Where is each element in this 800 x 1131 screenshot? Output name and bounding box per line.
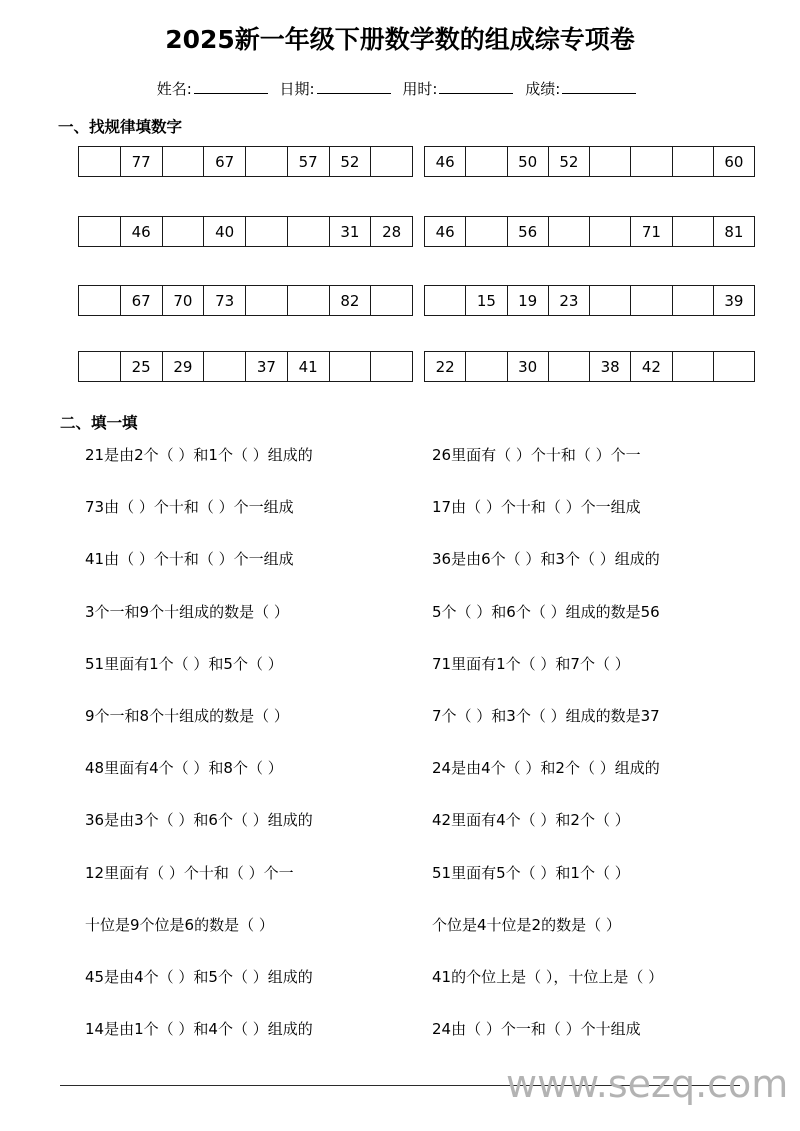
sequence-value-cell: 39 bbox=[713, 286, 754, 316]
sequence-value-cell: 30 bbox=[507, 352, 548, 382]
sequence-value-cell: 46 bbox=[425, 217, 466, 247]
sequence-blank-cell[interactable] bbox=[246, 286, 288, 316]
fill-in-question-left-11[interactable]: 45是由4个（ ）和5个（ ）组成的 bbox=[85, 968, 313, 986]
table-row bbox=[425, 147, 755, 177]
sequence-blank-cell[interactable] bbox=[79, 352, 121, 382]
info-label-time: 用时: bbox=[402, 80, 438, 98]
sequence-blank-cell[interactable] bbox=[548, 217, 589, 247]
sequence-value-cell: 19 bbox=[507, 286, 548, 316]
sequence-value-cell: 52 bbox=[329, 147, 371, 177]
fill-in-question-right-12[interactable]: 24由（ ）个一和（ ）个十组成 bbox=[432, 1020, 641, 1038]
sequence-blank-cell[interactable] bbox=[548, 352, 589, 382]
fill-in-question-right-9[interactable]: 51里面有5个（ ）和1个（ ） bbox=[432, 864, 630, 882]
sequence-blank-cell[interactable] bbox=[371, 352, 413, 382]
sequence-blank-cell[interactable] bbox=[631, 286, 672, 316]
site-watermark: www.sezq.com bbox=[506, 1062, 789, 1106]
number-sequence-table-left-1 bbox=[78, 146, 413, 177]
sequence-value-cell: 70 bbox=[162, 286, 204, 316]
fill-in-question-left-10[interactable]: 十位是9个位是6的数是（ ） bbox=[85, 916, 274, 934]
sequence-blank-cell[interactable] bbox=[162, 147, 204, 177]
fill-in-question-right-2[interactable]: 17由（ ）个十和（ ）个一组成 bbox=[432, 498, 641, 516]
info-label-date: 日期: bbox=[279, 80, 315, 98]
fill-in-question-left-8[interactable]: 36是由3个（ ）和6个（ ）组成的 bbox=[85, 811, 313, 829]
student-info-line bbox=[0, 78, 800, 99]
sequence-blank-cell[interactable] bbox=[246, 147, 288, 177]
fill-in-question-left-4[interactable]: 3个一和9个十组成的数是（ ） bbox=[85, 603, 289, 621]
info-field-date bbox=[280, 80, 403, 98]
table-row bbox=[79, 286, 413, 316]
sequence-blank-cell[interactable] bbox=[425, 286, 466, 316]
fill-in-question-left-2[interactable]: 73由（ ）个十和（ ）个一组成 bbox=[85, 498, 294, 516]
fill-in-question-left-7[interactable]: 48里面有4个（ ）和8个（ ） bbox=[85, 759, 283, 777]
table-row bbox=[425, 286, 755, 316]
sequence-value-cell: 46 bbox=[120, 217, 162, 247]
fill-in-question-left-12[interactable]: 14是由1个（ ）和4个（ ）组成的 bbox=[85, 1020, 313, 1038]
sequence-blank-cell[interactable] bbox=[79, 286, 121, 316]
sequence-value-cell: 42 bbox=[631, 352, 672, 382]
sequence-blank-cell[interactable] bbox=[204, 352, 246, 382]
fill-in-question-left-9[interactable]: 12里面有（ ）个十和（ ）个一 bbox=[85, 864, 294, 882]
number-sequence-table-right-3 bbox=[424, 285, 755, 316]
number-sequence-table-left-3 bbox=[78, 285, 413, 316]
sequence-value-cell: 57 bbox=[287, 147, 329, 177]
fill-in-question-left-5[interactable]: 51里面有1个（ ）和5个（ ） bbox=[85, 655, 283, 673]
number-sequence-table-left-2 bbox=[78, 216, 413, 247]
sequence-blank-cell[interactable] bbox=[672, 217, 713, 247]
sequence-value-cell: 67 bbox=[120, 286, 162, 316]
section-heading-patterns: 一、找规律填数字 bbox=[58, 118, 183, 136]
sequence-value-cell: 38 bbox=[590, 352, 631, 382]
number-sequence-table-right-2 bbox=[424, 216, 755, 247]
sequence-value-cell: 29 bbox=[162, 352, 204, 382]
fill-in-question-left-6[interactable]: 9个一和8个十组成的数是（ ） bbox=[85, 707, 289, 725]
sequence-blank-cell[interactable] bbox=[162, 217, 204, 247]
sequence-value-cell: 73 bbox=[204, 286, 246, 316]
sequence-value-cell: 15 bbox=[466, 286, 507, 316]
sequence-blank-cell[interactable] bbox=[672, 286, 713, 316]
sequence-value-cell: 50 bbox=[507, 147, 548, 177]
sequence-blank-cell[interactable] bbox=[590, 217, 631, 247]
table-row bbox=[425, 217, 755, 247]
sequence-blank-cell[interactable] bbox=[590, 286, 631, 316]
sequence-blank-cell[interactable] bbox=[672, 352, 713, 382]
sequence-value-cell: 37 bbox=[246, 352, 288, 382]
sequence-blank-cell[interactable] bbox=[287, 217, 329, 247]
fill-in-question-left-1[interactable]: 21是由2个（ ）和1个（ ）组成的 bbox=[85, 446, 313, 464]
sequence-value-cell: 82 bbox=[329, 286, 371, 316]
table-row bbox=[79, 352, 413, 382]
info-blank-name[interactable] bbox=[194, 79, 268, 94]
fill-in-question-right-5[interactable]: 71里面有1个（ ）和7个（ ） bbox=[432, 655, 630, 673]
sequence-value-cell: 46 bbox=[425, 147, 466, 177]
sequence-blank-cell[interactable] bbox=[466, 147, 507, 177]
sequence-blank-cell[interactable] bbox=[590, 147, 631, 177]
sequence-value-cell: 22 bbox=[425, 352, 466, 382]
sequence-blank-cell[interactable] bbox=[371, 286, 413, 316]
sequence-value-cell: 56 bbox=[507, 217, 548, 247]
sequence-blank-cell[interactable] bbox=[79, 147, 121, 177]
sequence-blank-cell[interactable] bbox=[466, 352, 507, 382]
fill-in-question-right-4[interactable]: 5个（ ）和6个（ ）组成的数是56 bbox=[432, 603, 660, 621]
sequence-value-cell: 67 bbox=[204, 147, 246, 177]
fill-in-question-right-3[interactable]: 36是由6个（ ）和3个（ ）组成的 bbox=[432, 550, 660, 568]
sequence-blank-cell[interactable] bbox=[713, 352, 754, 382]
sequence-value-cell: 31 bbox=[329, 217, 371, 247]
table-row bbox=[79, 147, 413, 177]
info-blank-score[interactable] bbox=[562, 79, 636, 94]
sequence-value-cell: 41 bbox=[287, 352, 329, 382]
fill-in-question-right-8[interactable]: 42里面有4个（ ）和2个（ ） bbox=[432, 811, 630, 829]
fill-in-question-right-10[interactable]: 个位是4十位是2的数是（ ） bbox=[432, 916, 621, 934]
page-title: 2025新一年级下册数学数的组成综专项卷 bbox=[165, 25, 635, 54]
sequence-blank-cell[interactable] bbox=[672, 147, 713, 177]
table-row bbox=[79, 217, 413, 247]
number-sequence-table-right-4 bbox=[424, 351, 755, 382]
sequence-value-cell: 77 bbox=[120, 147, 162, 177]
fill-in-question-right-1[interactable]: 26里面有（ ）个十和（ ）个一 bbox=[432, 446, 641, 464]
fill-in-question-left-3[interactable]: 41由（ ）个十和（ ）个一组成 bbox=[85, 550, 294, 568]
info-label-name: 姓名: bbox=[156, 80, 192, 98]
sequence-value-cell: 52 bbox=[548, 147, 589, 177]
sequence-blank-cell[interactable] bbox=[79, 217, 121, 247]
sequence-blank-cell[interactable] bbox=[631, 147, 672, 177]
info-field-name bbox=[157, 80, 280, 98]
fill-in-question-right-6[interactable]: 7个（ ）和3个（ ）组成的数是37 bbox=[432, 707, 660, 725]
sequence-value-cell: 28 bbox=[371, 217, 413, 247]
sequence-value-cell: 40 bbox=[204, 217, 246, 247]
sequence-blank-cell[interactable] bbox=[329, 352, 371, 382]
sequence-value-cell: 60 bbox=[713, 147, 754, 177]
section-heading-fill-in: 二、填一填 bbox=[60, 414, 138, 432]
info-field-score bbox=[525, 80, 643, 98]
info-blank-time[interactable] bbox=[439, 79, 513, 94]
sequence-blank-cell[interactable] bbox=[246, 217, 288, 247]
info-field-time bbox=[402, 80, 525, 98]
sequence-blank-cell[interactable] bbox=[371, 147, 413, 177]
sequence-value-cell: 23 bbox=[548, 286, 589, 316]
number-sequence-table-right-1 bbox=[424, 146, 755, 177]
number-sequence-table-left-4 bbox=[78, 351, 413, 382]
fill-in-question-right-11[interactable]: 41的个位上是（ ），十位上是（ ） bbox=[432, 968, 664, 986]
sequence-value-cell: 25 bbox=[120, 352, 162, 382]
info-label-score: 成绩: bbox=[525, 80, 561, 98]
fill-in-question-right-7[interactable]: 24是由4个（ ）和2个（ ）组成的 bbox=[432, 759, 660, 777]
sequence-value-cell: 71 bbox=[631, 217, 672, 247]
sequence-blank-cell[interactable] bbox=[287, 286, 329, 316]
sequence-blank-cell[interactable] bbox=[466, 217, 507, 247]
info-blank-date[interactable] bbox=[317, 79, 391, 94]
sequence-value-cell: 81 bbox=[713, 217, 754, 247]
table-row bbox=[425, 352, 755, 382]
